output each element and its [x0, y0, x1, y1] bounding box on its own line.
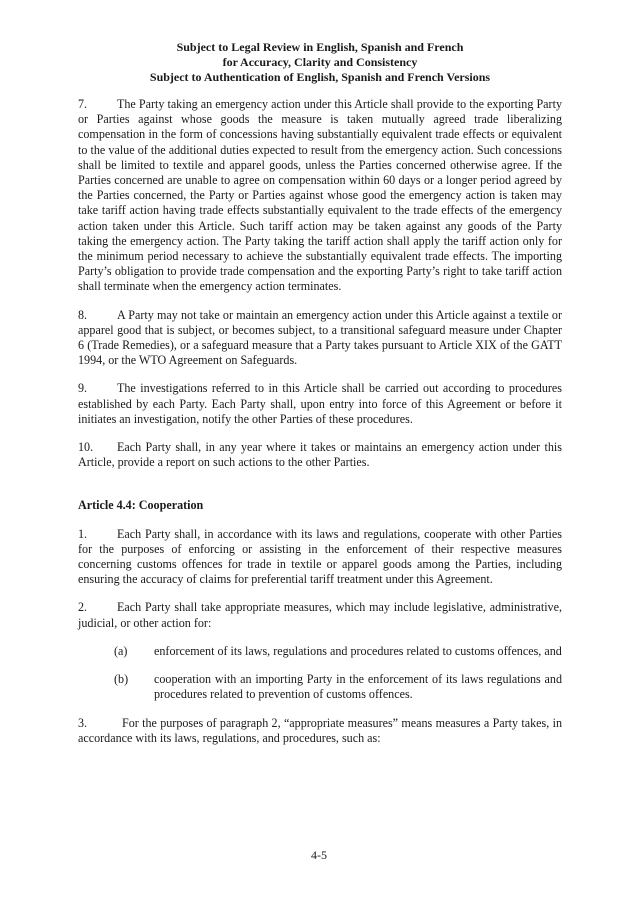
- paragraph-text: The Party taking an emergency action under this Article shall provide to the exporting Party or Parties against whose goods the measure is taken mutually agreed trade liberalizing compensation in the form of concessions having substantially equivalent trade effects or equivalent to the value of the additional duties expected to result from the emergency action. Such concessions shall be limited to textile and apparel goods, unless the Parties concerned otherwise agree. If the Parties concerned are unable to agree on compensation within 60 days or a longer period agreed by the Parties concerned, the Party or Parties against whose good the emergency action is taken may take tariff action having trade effects substantially equivalent to the trade effects of the emergency action taken under this Article. Such tariff action may be taken against any goods of the Party taking the emergency action. The Party taking the tariff action shall apply the tariff action only for the minimum period necessary to achieve the substantially equivalent trade effects. The importing Party’s obligation to provide trade compensation and the exporting Party’s right to take tariff action shall terminate when the emergency action terminates.: [78, 97, 562, 294]
- article-paragraph-1: [78, 527, 562, 588]
- paragraph-number: 10.: [78, 440, 94, 455]
- list-item-label: (b): [114, 672, 129, 687]
- paragraph-text: Each Party shall, in any year where it takes or maintains an emergency action under this Article, provide a report on such actions to the other Parties.: [78, 440, 562, 470]
- paragraph-number: 8.: [78, 307, 88, 322]
- list-item-b: [114, 672, 562, 702]
- article-heading: Article 4.4: Cooperation: [78, 498, 204, 513]
- paragraph-7: [78, 97, 562, 295]
- paragraph-text: Each Party shall, in accordance with its laws and regulations, cooperate with other Parties for the purposes of enforcing or assisting in the enforcement of their respective measures concerning customs offences for trade in textile or apparel goods among the Parties, including ensuring the accuracy of claims for preferential tariff treatment under this Agreement.: [78, 526, 562, 587]
- paragraph-10: [78, 440, 562, 470]
- review-header: [78, 40, 562, 85]
- paragraph-number: 3.: [78, 715, 88, 730]
- list-item-text: enforcement of its laws, regulations and procedures related to customs offences, and: [154, 643, 562, 658]
- paragraph-8: [78, 308, 562, 369]
- paragraph-text: Each Party shall take appropriate measures, which may include legislative, administrative, judicial, or other action for:: [78, 600, 562, 630]
- article-paragraph-3: [78, 716, 562, 746]
- paragraph-text: The investigations referred to in this Article shall be carried out according to procedures established by each Party. Each Party shall, upon entry into force of this Agreement or before it initiates an investigation, notify the other Parties of these procedures.: [78, 381, 562, 426]
- header-line-2: for Accuracy, Clarity and Consistency: [222, 55, 418, 69]
- paragraph-number: 1.: [78, 526, 88, 541]
- paragraph-number: 7.: [78, 97, 88, 111]
- article-paragraph-2: [78, 600, 562, 630]
- page-number: 4-5: [311, 848, 327, 862]
- header-line-3: Subject to Authentication of English, Spanish and French Versions: [149, 70, 491, 84]
- header-line-1: Subject to Legal Review in English, Spanish and French: [176, 40, 464, 54]
- list-item-label: (a): [114, 643, 128, 658]
- list-item-text: cooperation with an importing Party in the enforcement of its laws regulations and procedures related to prevention of customs offences.: [154, 672, 562, 702]
- paragraph-text: A Party may not take or maintain an emergency action under this Article against a textile or apparel good that is subject, or becomes subject, to a transitional safeguard measure under Chapter 6 (Trade Remedies), or a safeguard measure that a Party takes pursuant to Article XIX of the GATT 1994, or the WTO Agreement on Safeguards.: [78, 307, 562, 368]
- paragraph-number: 2.: [78, 600, 88, 615]
- paragraph-number: 9.: [78, 381, 88, 396]
- paragraph-9: [78, 381, 562, 427]
- list-item-a: [114, 644, 562, 659]
- document-body: [78, 97, 562, 746]
- paragraph-text: For the purposes of paragraph 2, “appropriate measures” means measures a Party takes, in accordance with its laws, regulations, and procedures, such as:: [78, 715, 562, 745]
